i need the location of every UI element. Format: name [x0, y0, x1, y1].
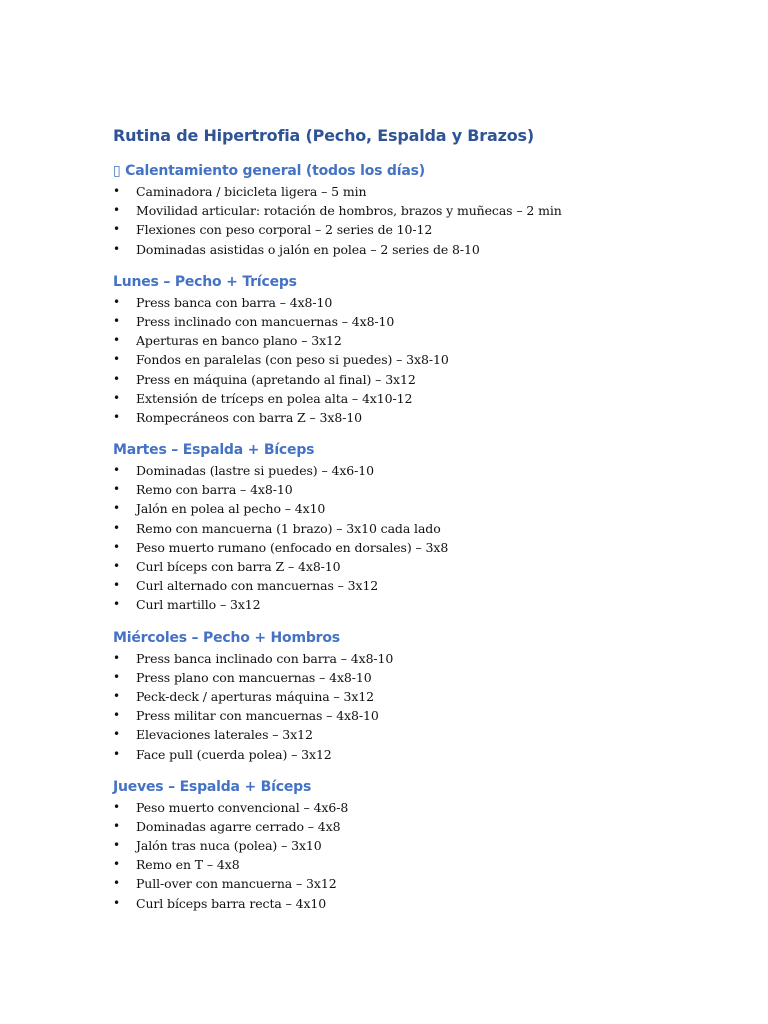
list-item-text: Remo con mancuerna (1 brazo) – 3x10 cada lado — [136, 520, 441, 536]
list-item — [113, 874, 733, 893]
list-item-text: Peso muerto convencional – 4x6-8 — [136, 799, 349, 815]
list-item-text: Jalón tras nuca (polea) – 3x10 — [136, 838, 322, 854]
list-item — [113, 894, 733, 913]
list-item-text: Press inclinado con mancuernas – 4x8-10 — [136, 313, 395, 329]
bullet-icon: • — [113, 727, 120, 742]
bullet-icon: • — [113, 241, 120, 256]
bullet-icon: • — [113, 857, 120, 872]
bullet-icon: • — [113, 203, 120, 218]
list-item — [113, 557, 733, 576]
bullet-icon: • — [113, 501, 120, 516]
list-item — [113, 312, 733, 331]
bullet-icon: • — [113, 688, 120, 703]
document-title: Rutina de Hipertrofia (Pecho, Espalda y Brazos) — [113, 126, 534, 145]
bullet-icon: • — [113, 650, 120, 665]
list-item-text: Curl martillo – 3x12 — [136, 597, 261, 613]
bullet-icon: • — [113, 520, 120, 535]
bullet-icon: • — [113, 578, 120, 593]
list-item-text: Pull-over con mancuerna – 3x12 — [136, 876, 337, 892]
sections-container — [113, 160, 733, 913]
bullet-icon: • — [113, 746, 120, 761]
section-heading: Lunes – Pecho + Tríceps — [113, 273, 297, 290]
list-item-text: Aperturas en banco plano – 3x12 — [136, 333, 342, 349]
list-item-text: Face pull (cuerda polea) – 3x12 — [136, 746, 332, 762]
list-item-text: Dominadas (lastre si puedes) – 4x6-10 — [136, 463, 374, 479]
list-item — [113, 576, 733, 595]
bullet-icon: • — [113, 876, 120, 891]
list-item — [113, 725, 733, 744]
document-body — [113, 124, 733, 913]
list-item-text: Dominadas asistidas o jalón en polea – 2 series de 8-10 — [136, 241, 480, 257]
list-item — [113, 182, 733, 201]
list-item-text: Press banca inclinado con barra – 4x8-10 — [136, 650, 394, 666]
list-item-text: Remo en T – 4x8 — [136, 857, 240, 873]
list-item-text: Flexiones con peso corporal – 2 series de 10-12 — [136, 222, 433, 238]
routine-section — [113, 627, 733, 764]
exercise-list — [113, 182, 733, 259]
bullet-icon: • — [113, 799, 120, 814]
exercise-list — [113, 798, 733, 913]
section-heading: Miércoles – Pecho + Hombros — [113, 629, 340, 646]
list-item-text: Dominadas agarre cerrado – 4x8 — [136, 818, 341, 834]
list-item — [113, 331, 733, 350]
list-item — [113, 201, 733, 220]
exercise-list — [113, 293, 733, 427]
list-item — [113, 220, 733, 239]
list-item — [113, 519, 733, 538]
routine-section — [113, 160, 733, 259]
bullet-icon: • — [113, 895, 120, 910]
list-item-text: Peso muerto rumano (enfocado en dorsales) – 3x8 — [136, 539, 449, 555]
routine-section — [113, 271, 733, 427]
bullet-icon: • — [113, 818, 120, 833]
list-item-text: Press militar con mancuernas – 4x8-10 — [136, 708, 379, 724]
bullet-icon: • — [113, 559, 120, 573]
list-item-text: Curl alternado con mancuernas – 3x12 — [136, 578, 379, 594]
list-item — [113, 480, 733, 499]
list-item — [113, 855, 733, 874]
list-item — [113, 817, 733, 836]
list-item — [113, 706, 733, 725]
list-item — [113, 538, 733, 557]
list-item-text: Caminadora / bicicleta ligera – 5 min — [136, 184, 367, 199]
routine-section — [113, 776, 733, 913]
routine-section — [113, 439, 733, 615]
bullet-icon: • — [113, 371, 120, 386]
bullet-icon: • — [113, 352, 120, 367]
list-item — [113, 745, 733, 764]
list-item — [113, 836, 733, 855]
bullet-icon: • — [113, 708, 120, 723]
list-item-text: Curl bíceps barra recta – 4x10 — [136, 895, 327, 911]
bullet-icon: • — [113, 222, 120, 237]
bullet-icon: • — [113, 313, 120, 328]
section-heading: Martes – Espalda + Bíceps — [113, 442, 315, 459]
bullet-icon: • — [113, 463, 120, 478]
bullet-icon: • — [113, 409, 120, 424]
list-item-text: Press plano con mancuernas – 4x8-10 — [136, 669, 372, 685]
list-item-text: Remo con barra – 4x8-10 — [136, 482, 293, 498]
bullet-icon: • — [113, 838, 120, 853]
list-item-text: Curl bíceps con barra Z – 4x8-10 — [136, 559, 341, 574]
list-item — [113, 370, 733, 389]
section-heading: ▯ Calentamiento general (todos los días) — [113, 163, 425, 179]
list-item-text: Elevaciones laterales – 3x12 — [136, 727, 313, 743]
list-item-text: Press en máquina (apretando al final) – 3x12 — [136, 371, 416, 387]
bullet-icon: • — [113, 390, 120, 405]
list-item-text: Rompecráneos con barra Z – 3x8-10 — [136, 409, 363, 425]
list-item-text: Extensión de tríceps en polea alta – 4x10-12 — [136, 390, 413, 406]
list-item — [113, 668, 733, 687]
list-item-text: Movilidad articular: rotación de hombros, brazos y muñecas – 2 min — [136, 203, 562, 219]
list-item — [113, 687, 733, 706]
bullet-icon: • — [113, 333, 120, 348]
list-item-text: Fondos en paralelas (con peso si puedes) – 3x8-10 — [136, 352, 449, 368]
exercise-list — [113, 649, 733, 764]
list-item-text: Jalón en polea al pecho – 4x10 — [136, 501, 326, 517]
list-item — [113, 649, 733, 668]
list-item — [113, 408, 733, 427]
list-item — [113, 240, 733, 259]
list-item-text: Press banca con barra – 4x8-10 — [136, 294, 333, 310]
bullet-icon: • — [113, 597, 120, 612]
list-item-text: Peck-deck / aperturas máquina – 3x12 — [136, 688, 375, 704]
list-item — [113, 389, 733, 408]
section-heading: Jueves – Espalda + Bíceps — [113, 778, 312, 795]
exercise-list — [113, 461, 733, 615]
bullet-icon: • — [113, 669, 120, 684]
bullet-icon: • — [113, 482, 120, 497]
list-item — [113, 798, 733, 817]
list-item — [113, 350, 733, 369]
bullet-icon: • — [113, 539, 120, 554]
list-item — [113, 293, 733, 312]
bullet-icon: • — [113, 294, 120, 309]
list-item — [113, 461, 733, 480]
list-item — [113, 595, 733, 614]
list-item — [113, 499, 733, 518]
bullet-icon: • — [113, 184, 120, 198]
